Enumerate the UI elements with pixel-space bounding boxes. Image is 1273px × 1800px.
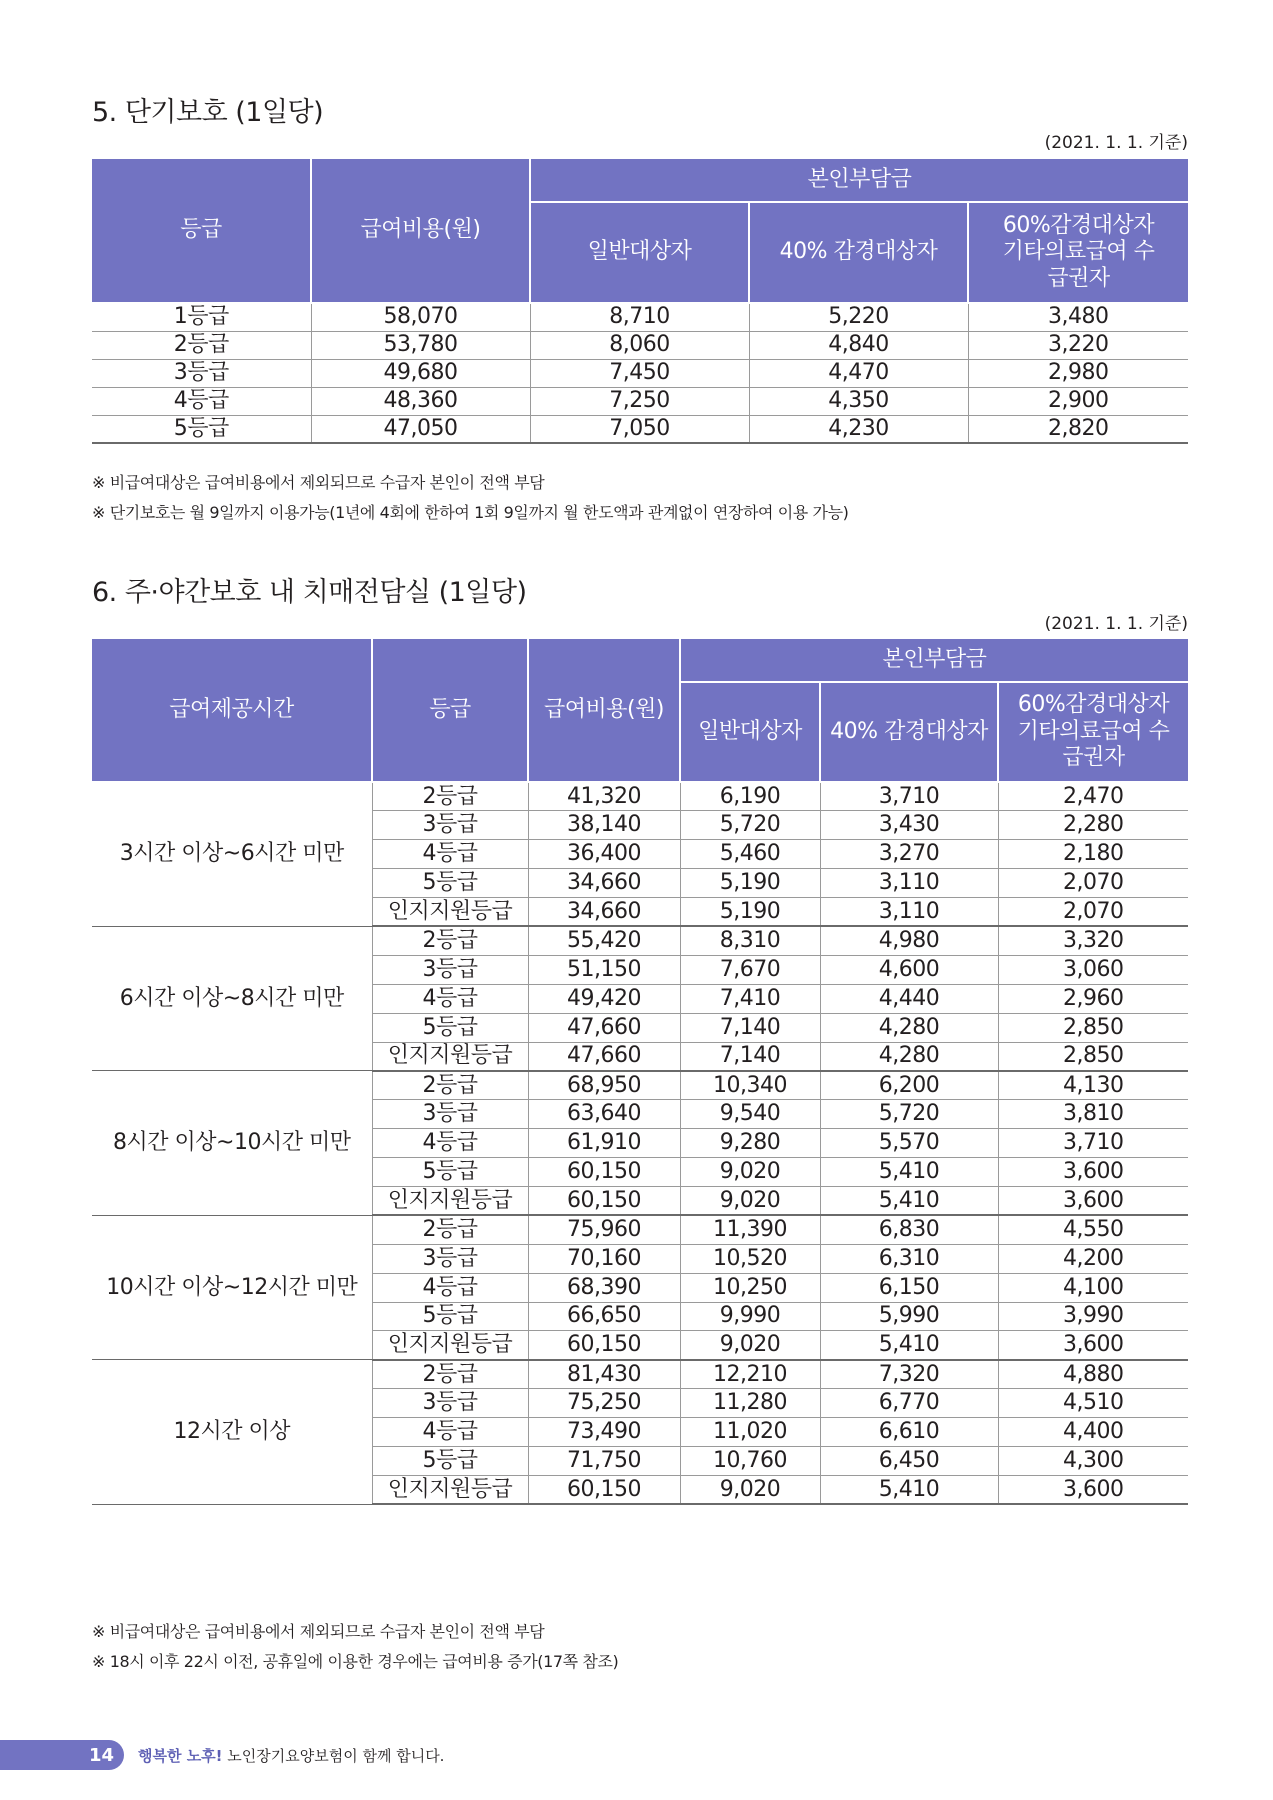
page-footer [0,1740,444,1770]
cell-time: 12시간 이상 [92,1360,372,1504]
cell-grade: 3등급 [92,359,311,387]
cell-reduced40: 4,350 [749,387,968,415]
cell-reduced60: 4,130 [998,1071,1188,1100]
cell-reduced40: 6,450 [820,1446,998,1475]
cell-grade: 4등급 [372,1418,528,1447]
cell-reduced60: 2,180 [998,840,1188,869]
cell-reduced40: 6,610 [820,1418,998,1447]
cell-reduced60: 2,280 [998,811,1188,840]
cell-reduced60: 2,070 [998,898,1188,927]
cell-reduced60: 2,900 [968,387,1188,415]
cell-general: 6,190 [680,782,820,811]
cell-reduced40: 6,770 [820,1389,998,1418]
cell-cost: 63,640 [528,1100,680,1129]
cell-reduced60: 3,810 [998,1100,1188,1129]
cell-reduced60: 2,850 [998,1042,1188,1071]
cell-cost: 68,390 [528,1273,680,1302]
note-line: ※ 단기보호는 월 9일까지 이용가능(1년에 4회에 한하여 1회 9일까지 월 한도액과 관계없이 연장하여 이용 가능) [92,503,849,522]
cell-reduced40: 3,110 [820,898,998,927]
cell-cost: 47,660 [528,1042,680,1071]
cell-cost: 38,140 [528,811,680,840]
cell-general: 7,670 [680,955,820,984]
cell-cost: 47,660 [528,1013,680,1042]
section1-title: 5. 단기보호 (1일당) [92,97,324,128]
cell-general: 9,990 [680,1302,820,1331]
cell-reduced60: 3,480 [968,303,1188,331]
cell-grade: 인지지원등급 [372,1331,528,1360]
cell-reduced40: 6,830 [820,1215,998,1244]
table-row [92,1360,1188,1389]
cell-reduced60: 3,990 [998,1302,1188,1331]
table-row [92,415,1188,443]
cell-grade: 5등급 [372,869,528,898]
section2-title: 6. 주·야간보호 내 치매전담실 (1일당) [92,577,527,608]
cell-reduced40: 5,720 [820,1100,998,1129]
cell-reduced60: 4,510 [998,1389,1188,1418]
section1-basis-date: (2021. 1. 1. 기준) [1044,133,1188,153]
cell-general: 7,140 [680,1042,820,1071]
cell-grade: 1등급 [92,303,311,331]
cell-reduced40: 3,430 [820,811,998,840]
header-copay: 본인부담금 [680,638,1188,682]
cell-grade: 4등급 [372,840,528,869]
cell-reduced60: 2,980 [968,359,1188,387]
cell-cost: 68,950 [528,1071,680,1100]
cell-cost: 34,660 [528,898,680,927]
page-number: 14 [0,1740,124,1770]
cell-general: 5,190 [680,898,820,927]
cell-grade: 4등급 [372,1273,528,1302]
cell-reduced40: 5,220 [749,303,968,331]
header-cost: 급여비용(원) [528,638,680,782]
header-grade: 등급 [92,158,311,303]
cell-grade: 2등급 [372,1215,528,1244]
cell-grade: 4등급 [372,984,528,1013]
cell-grade: 인지지원등급 [372,1186,528,1215]
header-reduced60: 60%감경대상자 기타의료급여 수급권자 [968,202,1188,303]
cell-reduced40: 4,440 [820,984,998,1013]
cell-general: 8,710 [530,303,749,331]
cell-reduced40: 4,280 [820,1013,998,1042]
cell-time: 8시간 이상~10시간 미만 [92,1071,372,1215]
cell-cost: 34,660 [528,869,680,898]
cell-reduced40: 5,410 [820,1158,998,1187]
cell-reduced40: 4,840 [749,331,968,359]
header-reduced40: 40% 감경대상자 [749,202,968,303]
cell-general: 8,310 [680,926,820,955]
header-copay: 본인부담금 [530,158,1188,202]
cell-reduced60: 4,400 [998,1418,1188,1447]
cell-reduced60: 4,200 [998,1244,1188,1273]
cell-general: 7,410 [680,984,820,1013]
cell-reduced60: 3,220 [968,331,1188,359]
cell-grade: 3등급 [372,955,528,984]
table-row [92,331,1188,359]
cell-cost: 60,150 [528,1331,680,1360]
header-grade: 등급 [372,638,528,782]
cell-reduced40: 4,280 [820,1042,998,1071]
cell-reduced60: 4,550 [998,1215,1188,1244]
cell-reduced60: 3,710 [998,1129,1188,1158]
cell-cost: 66,650 [528,1302,680,1331]
cell-grade: 4등급 [372,1129,528,1158]
dementia-daycare-table [92,637,1188,1505]
cell-cost: 55,420 [528,926,680,955]
cell-reduced60: 3,060 [998,955,1188,984]
cell-general: 12,210 [680,1360,820,1389]
cell-general: 7,140 [680,1013,820,1042]
cell-time: 10시간 이상~12시간 미만 [92,1215,372,1359]
cell-reduced60: 2,070 [998,869,1188,898]
cell-reduced40: 3,110 [820,869,998,898]
cell-reduced40: 6,150 [820,1273,998,1302]
cell-general: 7,050 [530,415,749,443]
table-row [92,782,1188,811]
cell-cost: 61,910 [528,1129,680,1158]
footer-slogan [138,1745,444,1766]
cell-general: 9,020 [680,1158,820,1187]
cell-grade: 인지지원등급 [372,1042,528,1071]
header-general: 일반대상자 [530,202,749,303]
cell-reduced40: 5,410 [820,1331,998,1360]
cell-reduced40: 7,320 [820,1360,998,1389]
cell-grade: 5등급 [372,1013,528,1042]
cell-reduced40: 5,570 [820,1129,998,1158]
cell-cost: 71,750 [528,1446,680,1475]
cell-grade: 5등급 [372,1302,528,1331]
cell-cost: 36,400 [528,840,680,869]
cell-reduced40: 5,990 [820,1302,998,1331]
cell-reduced40: 3,710 [820,782,998,811]
note-line: ※ 비급여대상은 급여비용에서 제외되므로 수급자 본인이 전액 부담 [92,1622,545,1641]
cell-grade: 인지지원등급 [372,898,528,927]
cell-general: 5,190 [680,869,820,898]
cell-cost: 47,050 [311,415,530,443]
header-reduced40: 40% 감경대상자 [820,682,998,782]
cell-general: 9,280 [680,1129,820,1158]
cell-reduced40: 4,600 [820,955,998,984]
cell-cost: 81,430 [528,1360,680,1389]
header-general: 일반대상자 [680,682,820,782]
slogan-rest: 노인장기요양보험이 함께 합니다. [222,1746,445,1765]
cell-cost: 70,160 [528,1244,680,1273]
cell-cost: 60,150 [528,1186,680,1215]
cell-reduced40: 3,270 [820,840,998,869]
slogan-accent: 행복한 노후! [138,1746,223,1765]
cell-general: 9,020 [680,1331,820,1360]
cell-general: 10,340 [680,1071,820,1100]
section2-basis-date: (2021. 1. 1. 기준) [1044,614,1188,634]
cell-reduced60: 4,300 [998,1446,1188,1475]
cell-reduced60: 2,470 [998,782,1188,811]
cell-general: 10,250 [680,1273,820,1302]
cell-general: 9,020 [680,1475,820,1504]
section2-notes [92,1617,618,1677]
cell-general: 5,720 [680,811,820,840]
cell-general: 9,020 [680,1186,820,1215]
section1-notes [92,468,849,528]
cell-grade: 4등급 [92,387,311,415]
cell-cost: 41,320 [528,782,680,811]
cell-cost: 53,780 [311,331,530,359]
cell-reduced60: 4,880 [998,1360,1188,1389]
cell-cost: 75,960 [528,1215,680,1244]
cell-reduced60: 2,960 [998,984,1188,1013]
cell-grade: 3등급 [372,1244,528,1273]
cell-cost: 58,070 [311,303,530,331]
cell-reduced40: 4,470 [749,359,968,387]
cell-grade: 3등급 [372,1100,528,1129]
table-row [92,1215,1188,1244]
cell-reduced60: 4,100 [998,1273,1188,1302]
cell-general: 7,250 [530,387,749,415]
cell-cost: 49,680 [311,359,530,387]
cell-grade: 2등급 [372,926,528,955]
header-cost: 급여비용(원) [311,158,530,303]
cell-grade: 3등급 [372,811,528,840]
cell-general: 7,450 [530,359,749,387]
table-row [92,387,1188,415]
cell-cost: 73,490 [528,1418,680,1447]
cell-reduced60: 3,600 [998,1475,1188,1504]
cell-grade: 5등급 [372,1446,528,1475]
cell-reduced60: 2,820 [968,415,1188,443]
cell-reduced60: 3,600 [998,1186,1188,1215]
cell-general: 5,460 [680,840,820,869]
table-row [92,303,1188,331]
cell-reduced40: 5,410 [820,1186,998,1215]
header-reduced60: 60%감경대상자 기타의료급여 수급권자 [998,682,1188,782]
cell-grade: 2등급 [372,782,528,811]
cell-grade: 2등급 [372,1360,528,1389]
cell-cost: 75,250 [528,1389,680,1418]
table-row [92,359,1188,387]
cell-general: 10,760 [680,1446,820,1475]
cell-general: 11,280 [680,1389,820,1418]
short-term-care-table [92,157,1188,444]
cell-general: 11,020 [680,1418,820,1447]
cell-general: 8,060 [530,331,749,359]
cell-time: 3시간 이상~6시간 미만 [92,782,372,926]
cell-grade: 인지지원등급 [372,1475,528,1504]
cell-cost: 60,150 [528,1475,680,1504]
cell-reduced40: 6,310 [820,1244,998,1273]
cell-grade: 5등급 [372,1158,528,1187]
cell-cost: 49,420 [528,984,680,1013]
cell-reduced40: 4,980 [820,926,998,955]
cell-time: 6시간 이상~8시간 미만 [92,926,372,1070]
cell-general: 10,520 [680,1244,820,1273]
cell-reduced60: 3,600 [998,1331,1188,1360]
cell-reduced40: 5,410 [820,1475,998,1504]
cell-reduced40: 4,230 [749,415,968,443]
cell-cost: 48,360 [311,387,530,415]
table-row [92,926,1188,955]
cell-general: 9,540 [680,1100,820,1129]
cell-cost: 60,150 [528,1158,680,1187]
note-line: ※ 비급여대상은 급여비용에서 제외되므로 수급자 본인이 전액 부담 [92,473,545,492]
cell-reduced60: 3,320 [998,926,1188,955]
cell-grade: 5등급 [92,415,311,443]
cell-cost: 51,150 [528,955,680,984]
cell-reduced60: 3,600 [998,1158,1188,1187]
cell-general: 11,390 [680,1215,820,1244]
header-time: 급여제공시간 [92,638,372,782]
cell-reduced40: 6,200 [820,1071,998,1100]
cell-grade: 2등급 [92,331,311,359]
note-line: ※ 18시 이후 22시 이전, 공휴일에 이용한 경우에는 급여비용 증가(17쪽 참조) [92,1652,619,1671]
table-row [92,1071,1188,1100]
cell-reduced60: 2,850 [998,1013,1188,1042]
cell-grade: 3등급 [372,1389,528,1418]
cell-grade: 2등급 [372,1071,528,1100]
